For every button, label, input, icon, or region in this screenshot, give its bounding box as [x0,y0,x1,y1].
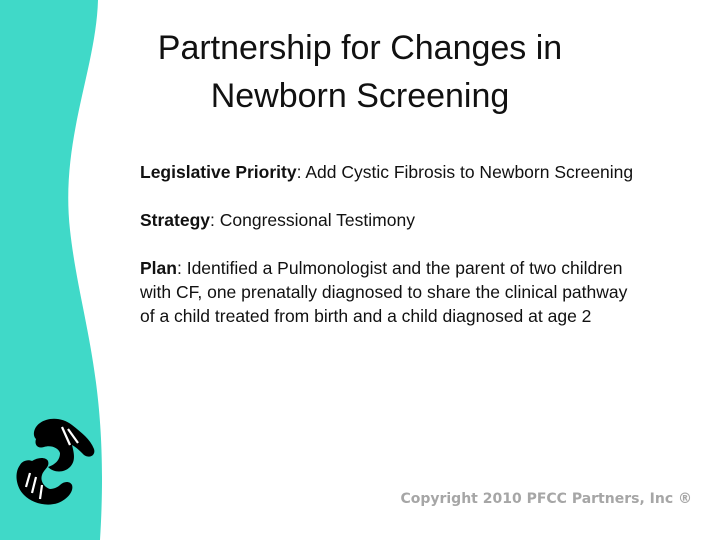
slide-title [100,24,620,120]
paragraph-label: Strategy [140,210,211,230]
paragraph-label: Plan [140,258,177,278]
title-line-1: Partnership for Changes in [157,29,563,67]
plan-paragraph [140,256,640,328]
paragraph-separator: : [296,162,306,182]
title-line-2: Newborn Screening [210,77,510,115]
legislative-priority-paragraph [140,160,640,184]
paragraph-text: Add Cystic Fibrosis to Newborn Screening [305,162,634,182]
copyright-footer: Copyright 2010 PFCC Partners, Inc ® [400,491,692,507]
paragraph-text: Congressional Testimony [219,210,415,230]
paragraph-label: Legislative Priority [140,162,297,182]
hands-logo-icon [10,415,100,510]
slide-body [140,160,640,352]
strategy-paragraph [140,208,640,232]
paragraph-separator: : [176,258,187,278]
paragraph-separator: : [210,210,220,230]
paragraph-text: Identified a Pulmonologist and the parent of two children with CF, one prenatally diagnosed to share the clinical pathway of a child treated from birth and a child diagnosed at age 2 [140,258,628,326]
